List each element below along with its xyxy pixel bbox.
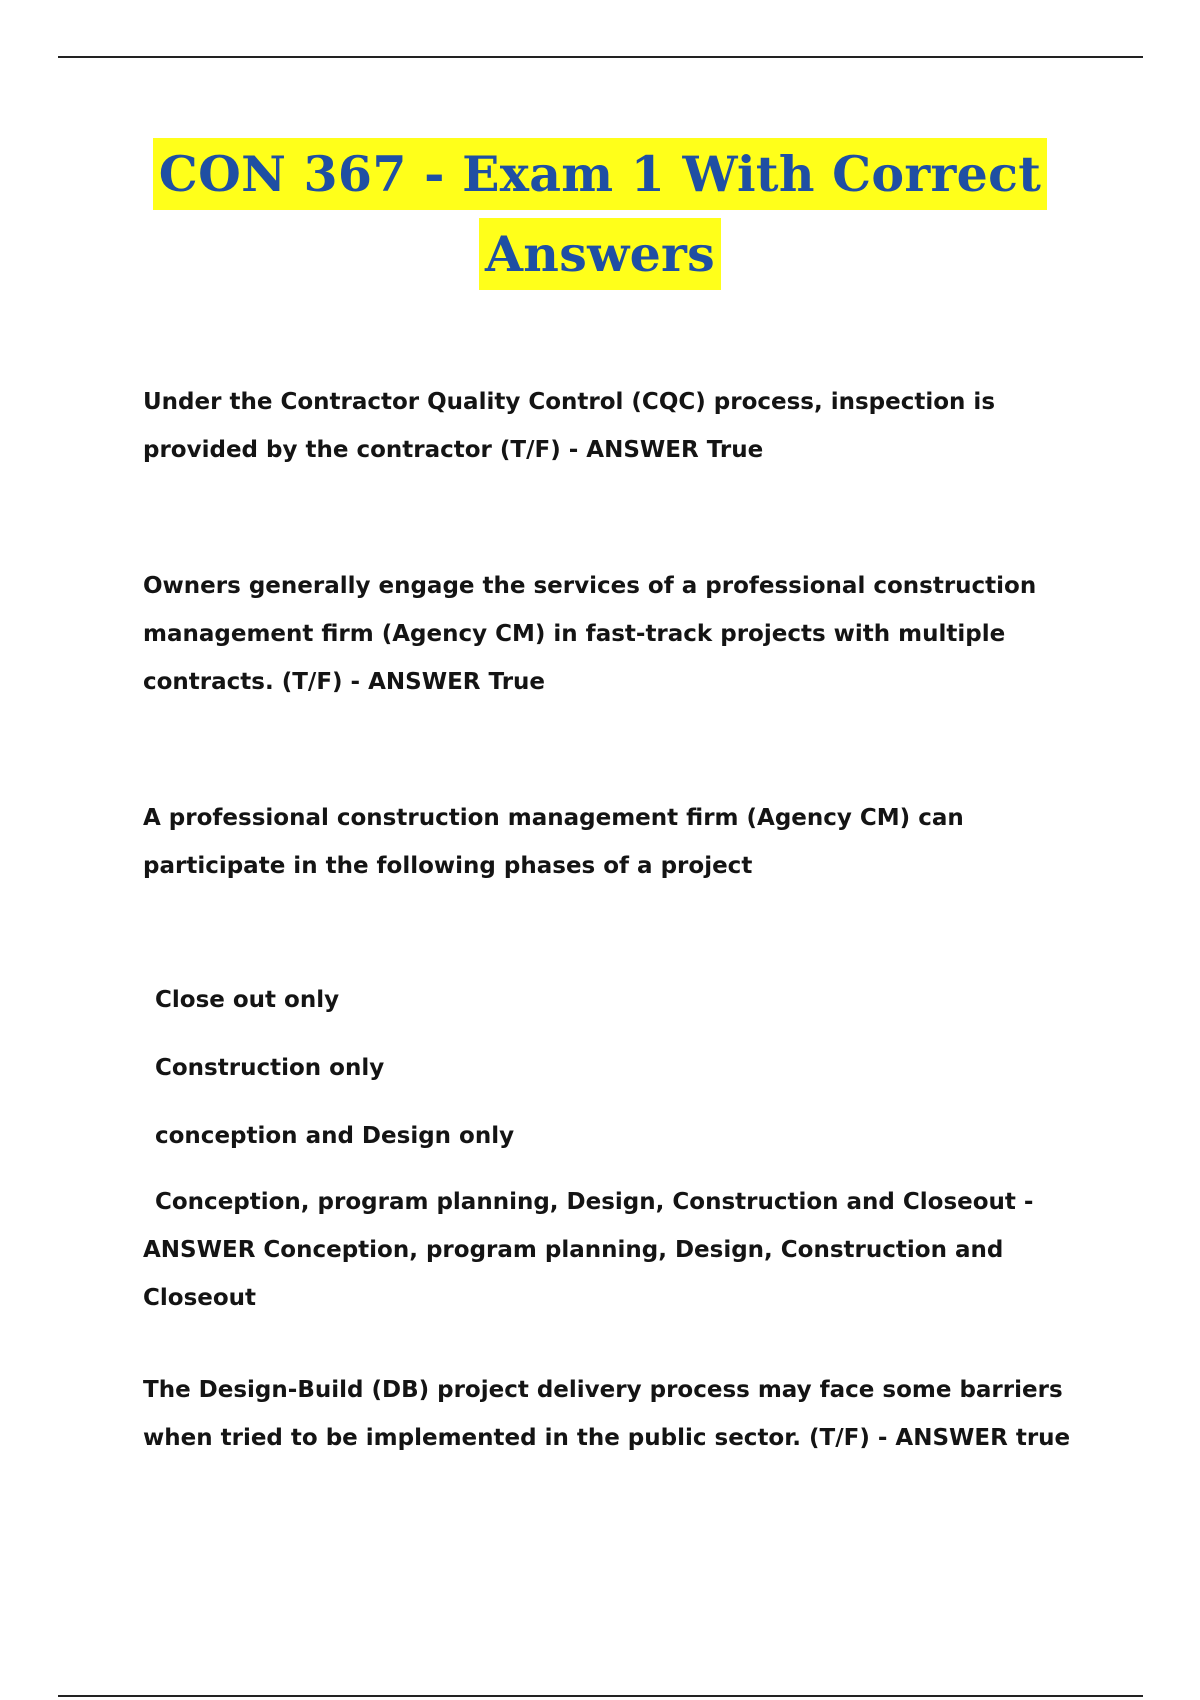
option-full-phases: Conception, program planning, Design, Construction and Closeout -: [155, 1189, 1034, 1215]
top-divider: [58, 56, 1143, 58]
option-close-out: Close out only: [155, 987, 340, 1013]
question-4: The Design-Build (DB) project delivery process may face some barriers when tried to be implemented in the public sector. (T/F) - ANSWER true: [143, 1377, 1071, 1451]
question-1: Under the Contractor Quality Control (CQC) process, inspection is provided by the contractor (T/F) - ANSWER True: [143, 389, 996, 463]
question-3: A professional construction management firm (Agency CM) can participate in the following phases of a project: [143, 805, 964, 879]
title-line-2: Answers: [479, 218, 721, 290]
question-3-options: [143, 966, 1093, 1322]
option-conception-design: conception and Design only: [155, 1123, 515, 1149]
question-3-answer: ANSWER Conception, program planning, Design, Construction and Closeout: [143, 1237, 1004, 1311]
option-construction: Construction only: [155, 1055, 385, 1081]
page-title: [0, 138, 1200, 290]
bottom-divider: [58, 1695, 1143, 1697]
title-line-1: CON 367 - Exam 1 With Correct: [153, 138, 1047, 210]
question-2: Owners generally engage the services of a professional construction management firm (Agency CM) in fast-track projects with multiple contracts. (T/F) - ANSWER True: [143, 573, 1037, 695]
